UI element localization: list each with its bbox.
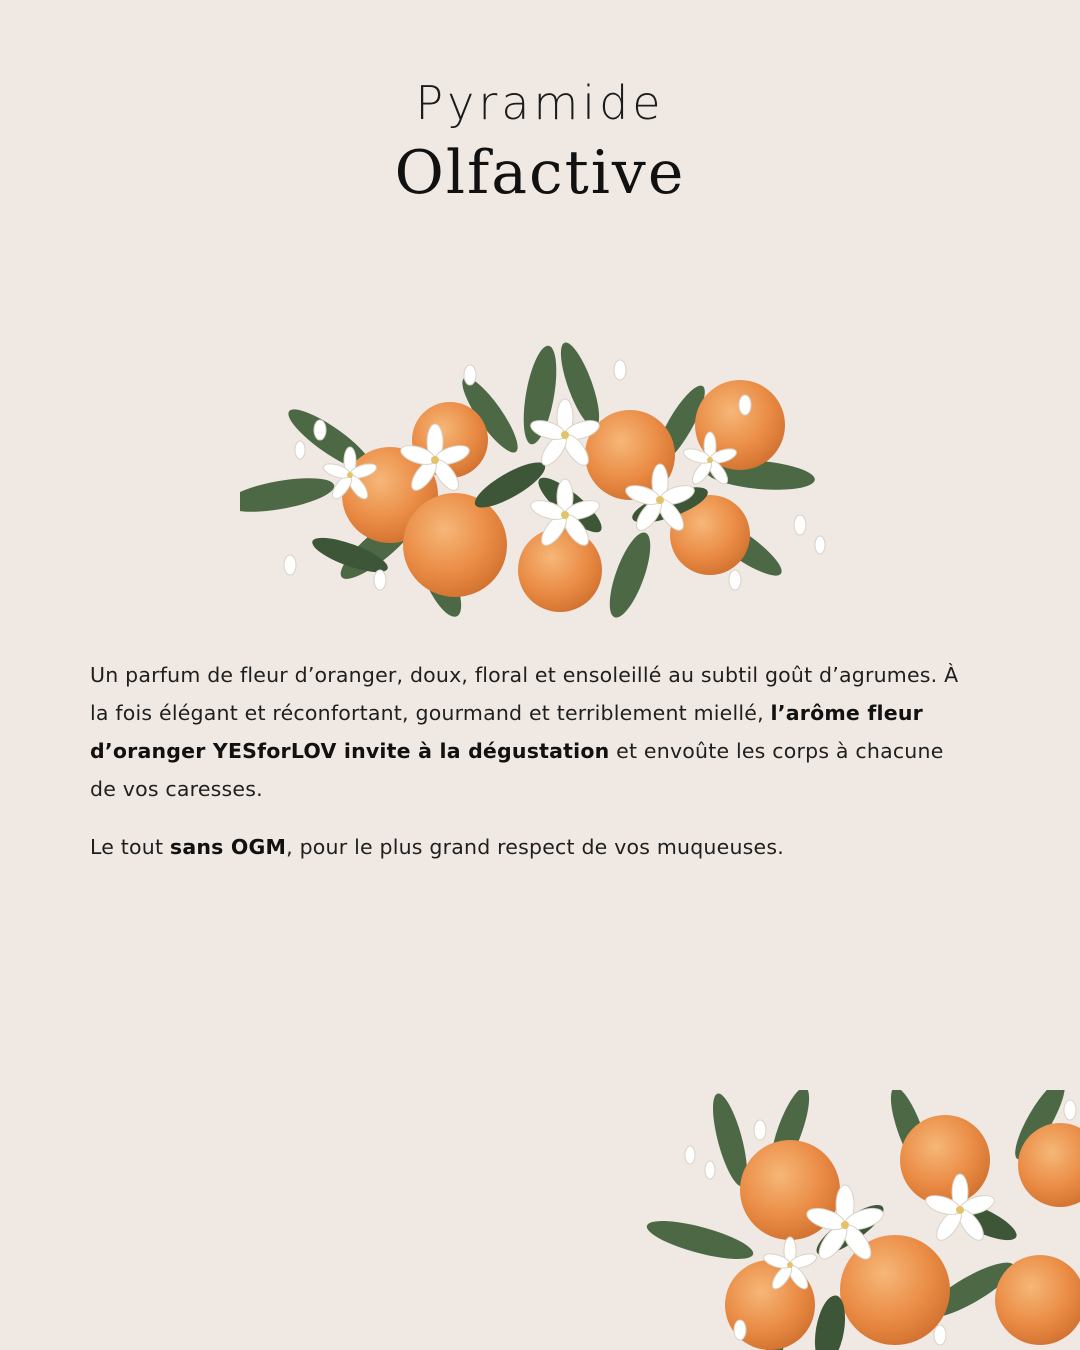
description-highlight: l’arôme fleur d’oranger YESforLOV invite à la dégustation xyxy=(90,701,923,763)
title-pyramide: Pyramide xyxy=(415,76,665,130)
orange-blossom-corner-icon xyxy=(640,1090,1080,1350)
orange-blossom-bouquet-icon xyxy=(240,335,840,620)
title-olfactive: Olfactive xyxy=(394,138,686,208)
sans-ogm-highlight: sans OGM xyxy=(169,835,287,859)
description-paragraph-2: Le tout sans OGM, pour le plus grand respect de vos muqueuses. xyxy=(90,835,784,859)
description-text xyxy=(90,656,970,886)
description-paragraph-1: Un parfum de fleur d’oranger, doux, floral et ensoleillé au subtil goût d’agrumes. À la fois élégant et réconfortant, gourmand et terriblement miellé, l’arôme fleur d’oranger YESforLOV invite à la dégustation et envoûte les corps à chacune de vos caresses. xyxy=(90,663,959,801)
